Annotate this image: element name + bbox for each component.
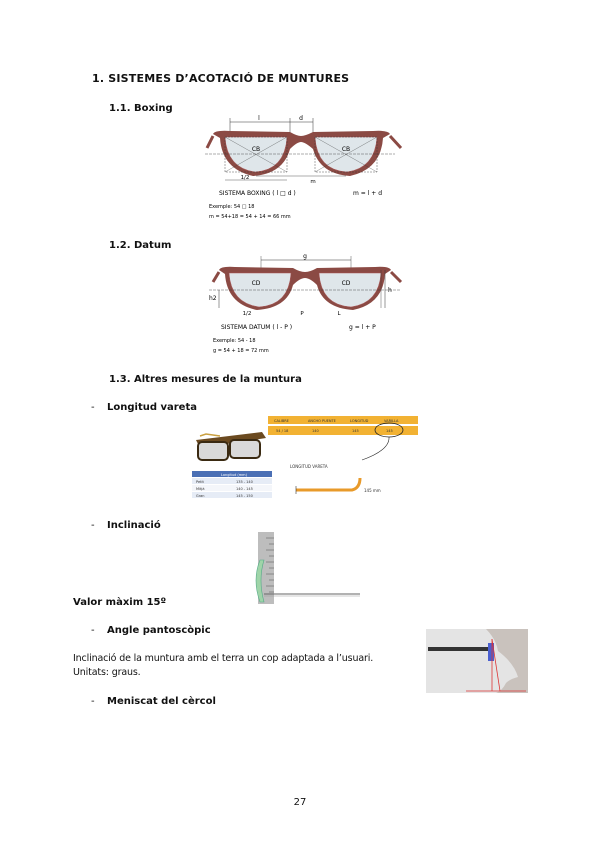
- boxing-caption: SISTEMA BOXING ( l □ d ): [219, 190, 296, 197]
- longitud-vareta-figure: [190, 414, 420, 500]
- datum-formula: g = l + P: [349, 324, 376, 331]
- size-table-header-label: Longitud (mm): [221, 473, 247, 477]
- datum-half: 1/2: [242, 311, 252, 317]
- size-row-value: 145 - 150: [236, 494, 253, 498]
- band-value-1: 54 / 18: [276, 429, 289, 433]
- size-row-name: Mitjà: [196, 487, 205, 491]
- size-row-name: Gran: [196, 494, 205, 498]
- band-header-3: LONGITUD: [350, 419, 369, 423]
- bullet-meniscat: - Meniscat del cèrcol: [91, 696, 216, 707]
- boxing-m: m: [310, 179, 316, 185]
- datum-diagram: [205, 252, 405, 358]
- size-row-name: Petit: [196, 480, 204, 484]
- band-header-2: ANCHO PUENTE: [308, 419, 336, 423]
- temple-curve: [296, 478, 360, 490]
- datum-h: h: [388, 287, 392, 294]
- pantoscopic-description: [73, 652, 418, 680]
- boxing-diagram: [205, 114, 405, 224]
- datum-right-center: CD: [341, 280, 351, 287]
- section-title-datum: 1.2. Datum: [109, 240, 172, 251]
- size-row-value: 135 - 140: [236, 480, 253, 484]
- boxing-formula: m = l + d: [353, 190, 383, 197]
- datum-caption: SISTEMA DATUM ( l - P ): [221, 324, 293, 331]
- section-title-boxing: 1.1. Boxing: [109, 103, 173, 114]
- bullet-inclinacio: - Inclinació: [91, 520, 161, 531]
- longitud-measure: 145 mm: [364, 488, 381, 493]
- boxing-example-calc: m = 54+18 = 54 + 14 = 66 mm: [209, 214, 291, 220]
- page-number: 27: [293, 797, 307, 808]
- section-title-altres: 1.3. Altres mesures de la muntura: [109, 374, 302, 385]
- pantoscopic-face-figure: [426, 629, 528, 693]
- band-header-4: VARILLA: [384, 419, 399, 423]
- glasses-photo: [196, 432, 266, 460]
- band-value-3: 145: [352, 429, 359, 433]
- band-value-2: 140: [312, 429, 319, 433]
- boxing-half: 1/2: [240, 175, 250, 181]
- bullet-angle-pantoscopic: - Angle pantoscòpic: [91, 625, 211, 636]
- datum-p: P: [300, 311, 304, 317]
- inclinacio-max-value: Valor màxim 15º: [73, 597, 167, 608]
- pantoscopic-desc-line-1: Inclinació de la muntura amb el terra un cop adaptada a l’usuari.: [73, 653, 374, 664]
- longitud-bottom-label: LONGITUD VARETA: [290, 464, 328, 469]
- pantoscopic-desc-line-2: Unitats: graus.: [73, 667, 141, 678]
- inclinacio-figure: [250, 530, 365, 608]
- dim-g-label: g: [303, 253, 307, 260]
- frame-temple: [428, 647, 490, 651]
- band-header-1: CALIBRE: [274, 419, 289, 423]
- datum-h2: h2: [209, 295, 217, 302]
- datum-l: L: [337, 311, 341, 317]
- boxing-example-label: Exemple: 54 □ 18: [209, 204, 255, 210]
- datum-left-center: CD: [251, 280, 261, 287]
- size-row-value: 140 - 145: [236, 487, 253, 491]
- datum-example-calc: g = 54 + 18 = 72 mm: [213, 348, 269, 354]
- dim-d-label: d: [299, 115, 303, 122]
- boxing-right-center: CB: [341, 146, 351, 153]
- bullet-longitud-vareta: - Longitud vareta: [91, 402, 197, 413]
- dim-l-label: l: [258, 115, 260, 122]
- band-value-4: 145: [386, 429, 393, 433]
- boxing-left-center: CB: [251, 146, 261, 153]
- page-heading: 1. SISTEMES D’ACOTACIÓ DE MUNTURES: [92, 72, 350, 85]
- datum-example-label: Exemple: 54 - 18: [213, 338, 256, 344]
